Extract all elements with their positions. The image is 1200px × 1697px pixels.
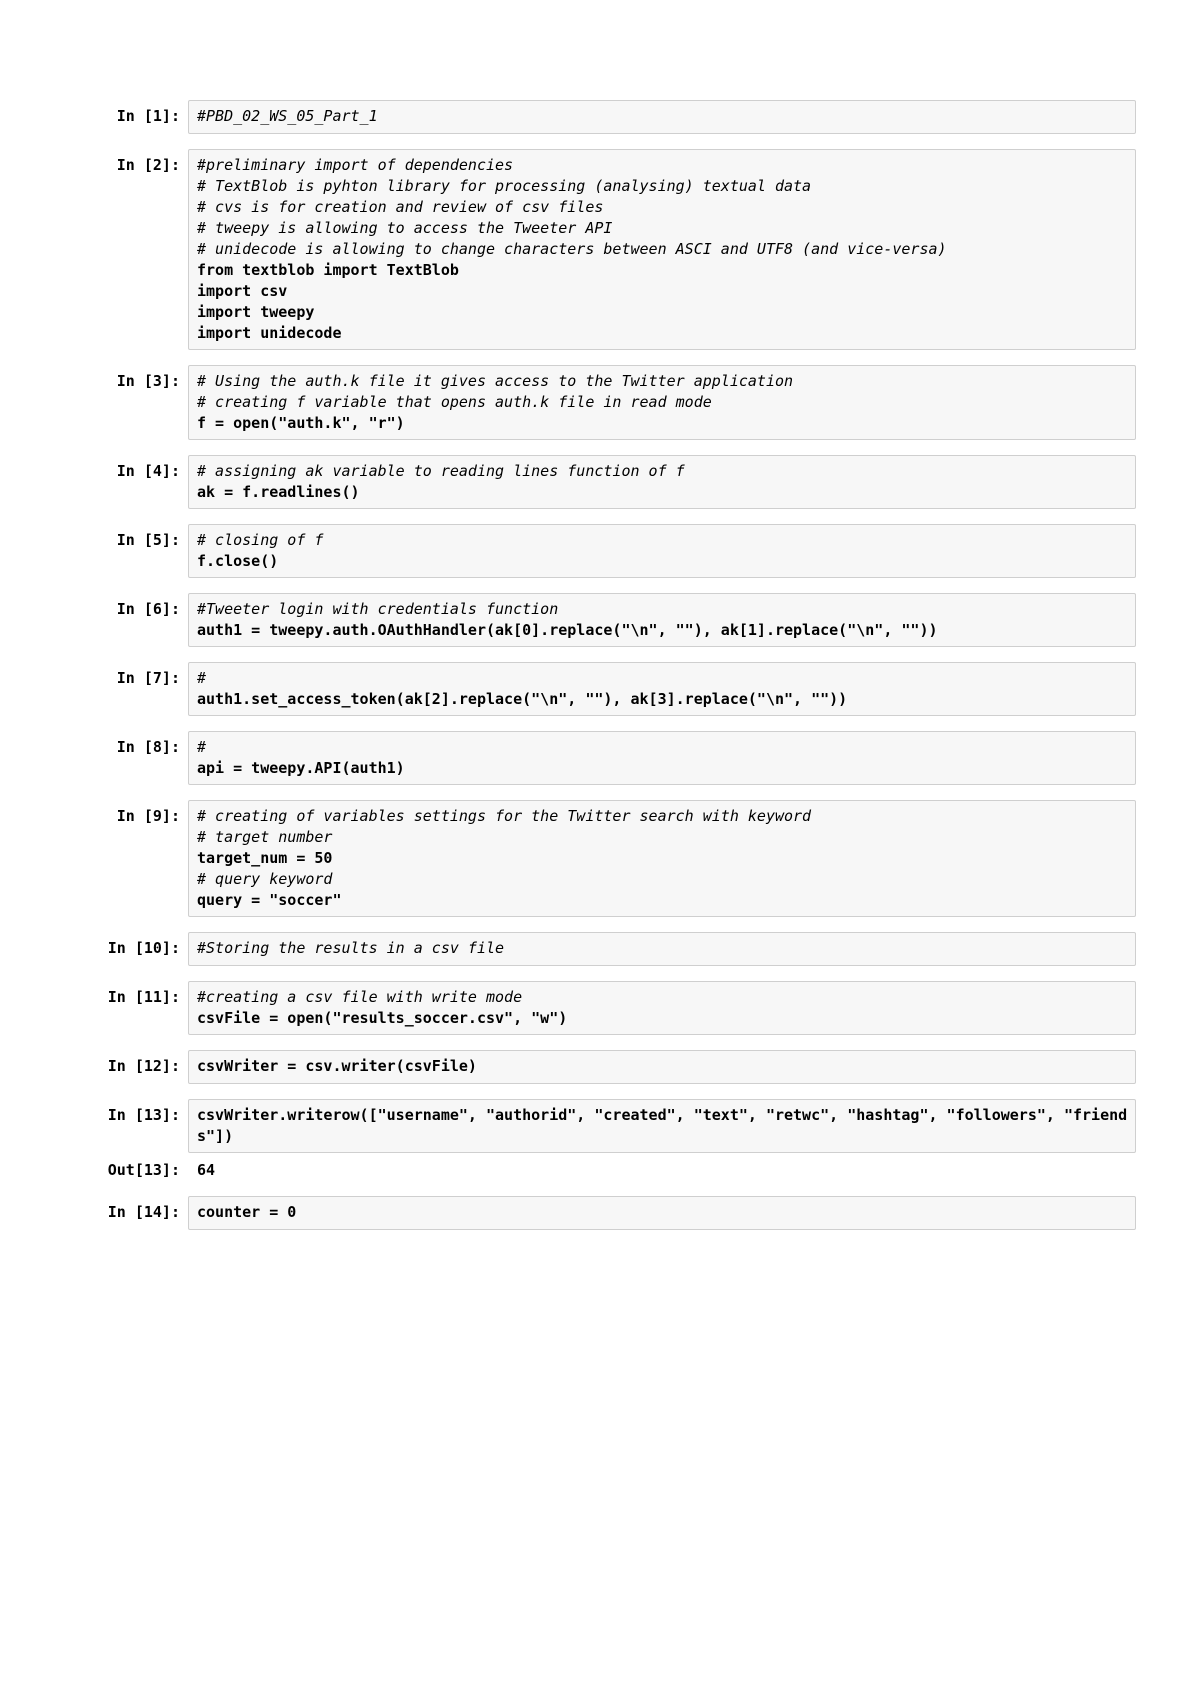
output-value: 64 <box>197 1161 216 1179</box>
code-line: csvWriter = csv.writer(csvFile) <box>197 1057 477 1075</box>
code-cell[interactable] <box>100 731 1136 785</box>
code-input-area[interactable] <box>188 149 1136 350</box>
code-comment-line: # Using the auth.k file it gives access to the Twitter application <box>197 372 794 390</box>
code-cell[interactable] <box>100 1099 1136 1153</box>
code-comment-line: # tweepy is allowing to access the Tweeter API <box>197 219 613 237</box>
code-input-area[interactable] <box>188 731 1136 785</box>
code-line: csvWriter.writerow(["username", "authorid", "created", "text", "retwc", "hashtag", "followers", "friends"]) <box>197 1106 1128 1145</box>
code-line: f.close() <box>197 552 279 570</box>
input-prompt: In [13]: <box>107 1106 180 1124</box>
input-prompt: In [8]: <box>116 738 180 756</box>
code-cell[interactable] <box>100 149 1136 350</box>
code-input-area[interactable] <box>188 981 1136 1035</box>
code-cell[interactable] <box>100 800 1136 917</box>
output-prompt: Out[13]: <box>107 1161 180 1179</box>
output-cell <box>100 1160 1136 1181</box>
code-comment-line: # creating f variable that opens auth.k file in read mode <box>197 393 712 411</box>
code-comment-line: # creating of variables settings for the Twitter search with keyword <box>197 807 812 825</box>
code-comment-line: # unidecode is allowing to change characters between ASCI and UTF8 (and vice-versa) <box>197 240 947 258</box>
input-prompt: In [5]: <box>116 531 180 549</box>
input-prompt: In [12]: <box>107 1057 180 1075</box>
code-line: import csv <box>197 282 288 300</box>
input-prompt: In [6]: <box>116 600 180 618</box>
code-input-area[interactable] <box>188 365 1136 440</box>
notebook <box>100 100 1136 1245</box>
code-line: from textblob import TextBlob <box>197 261 459 279</box>
code-comment-line: # query keyword <box>197 870 333 888</box>
code-cell[interactable] <box>100 593 1136 647</box>
code-line: csvFile = open("results_soccer.csv", "w") <box>197 1009 568 1027</box>
code-input-area[interactable] <box>188 1050 1136 1084</box>
code-comment-line: #Storing the results in a csv file <box>197 939 505 957</box>
code-comment-line: #PBD_02_WS_05_Part_1 <box>197 107 378 125</box>
input-prompt: In [3]: <box>116 372 180 390</box>
code-line: ak = f.readlines() <box>197 483 360 501</box>
code-comment-line: # closing of f <box>197 531 324 549</box>
code-comment-line: # TextBlob is pyhton library for processing (analysing) textual data <box>197 177 812 195</box>
code-line: counter = 0 <box>197 1203 297 1221</box>
input-prompt: In [2]: <box>116 156 180 174</box>
code-comment-line: # <box>197 738 207 756</box>
code-input-area[interactable] <box>188 1196 1136 1230</box>
code-line: auth1 = tweepy.auth.OAuthHandler(ak[0].replace("\n", ""), ak[1].replace("\n", "")) <box>197 621 938 639</box>
code-input-area[interactable] <box>188 455 1136 509</box>
input-prompt: In [10]: <box>107 939 180 957</box>
input-prompt: In [7]: <box>116 669 180 687</box>
input-prompt: In [4]: <box>116 462 180 480</box>
code-line: target_num = 50 <box>197 849 333 867</box>
code-comment-line: # <box>197 669 207 687</box>
code-cell[interactable] <box>100 932 1136 966</box>
code-comment-line: #creating a csv file with write mode <box>197 988 523 1006</box>
code-cell[interactable] <box>100 1050 1136 1084</box>
input-prompt: In [9]: <box>116 807 180 825</box>
code-line: query = "soccer" <box>197 891 342 909</box>
input-prompt: In [1]: <box>116 107 180 125</box>
input-prompt: In [14]: <box>107 1203 180 1221</box>
code-line: f = open("auth.k", "r") <box>197 414 405 432</box>
code-cell[interactable] <box>100 365 1136 440</box>
code-input-area[interactable] <box>188 1099 1136 1153</box>
code-comment-line: #preliminary import of dependencies <box>197 156 514 174</box>
input-prompt: In [11]: <box>107 988 180 1006</box>
code-line: import unidecode <box>197 324 342 342</box>
code-line: import tweepy <box>197 303 315 321</box>
code-cell[interactable] <box>100 1196 1136 1230</box>
code-comment-line: # target number <box>197 828 333 846</box>
code-cell[interactable] <box>100 981 1136 1035</box>
code-input-area[interactable] <box>188 593 1136 647</box>
code-input-area[interactable] <box>188 524 1136 578</box>
code-input-area[interactable] <box>188 100 1136 134</box>
code-cell[interactable] <box>100 524 1136 578</box>
code-comment-line: # assigning ak variable to reading lines function of f <box>197 462 685 480</box>
code-comment-line: # cvs is for creation and review of csv files <box>197 198 604 216</box>
code-cell[interactable] <box>100 455 1136 509</box>
code-cell[interactable] <box>100 662 1136 716</box>
code-cell[interactable] <box>100 100 1136 134</box>
code-line: auth1.set_access_token(ak[2].replace("\n", ""), ak[3].replace("\n", "")) <box>197 690 848 708</box>
code-line: api = tweepy.API(auth1) <box>197 759 405 777</box>
code-input-area[interactable] <box>188 932 1136 966</box>
code-input-area[interactable] <box>188 800 1136 917</box>
code-input-area[interactable] <box>188 662 1136 716</box>
code-comment-line: #Tweeter login with credentials function <box>197 600 559 618</box>
